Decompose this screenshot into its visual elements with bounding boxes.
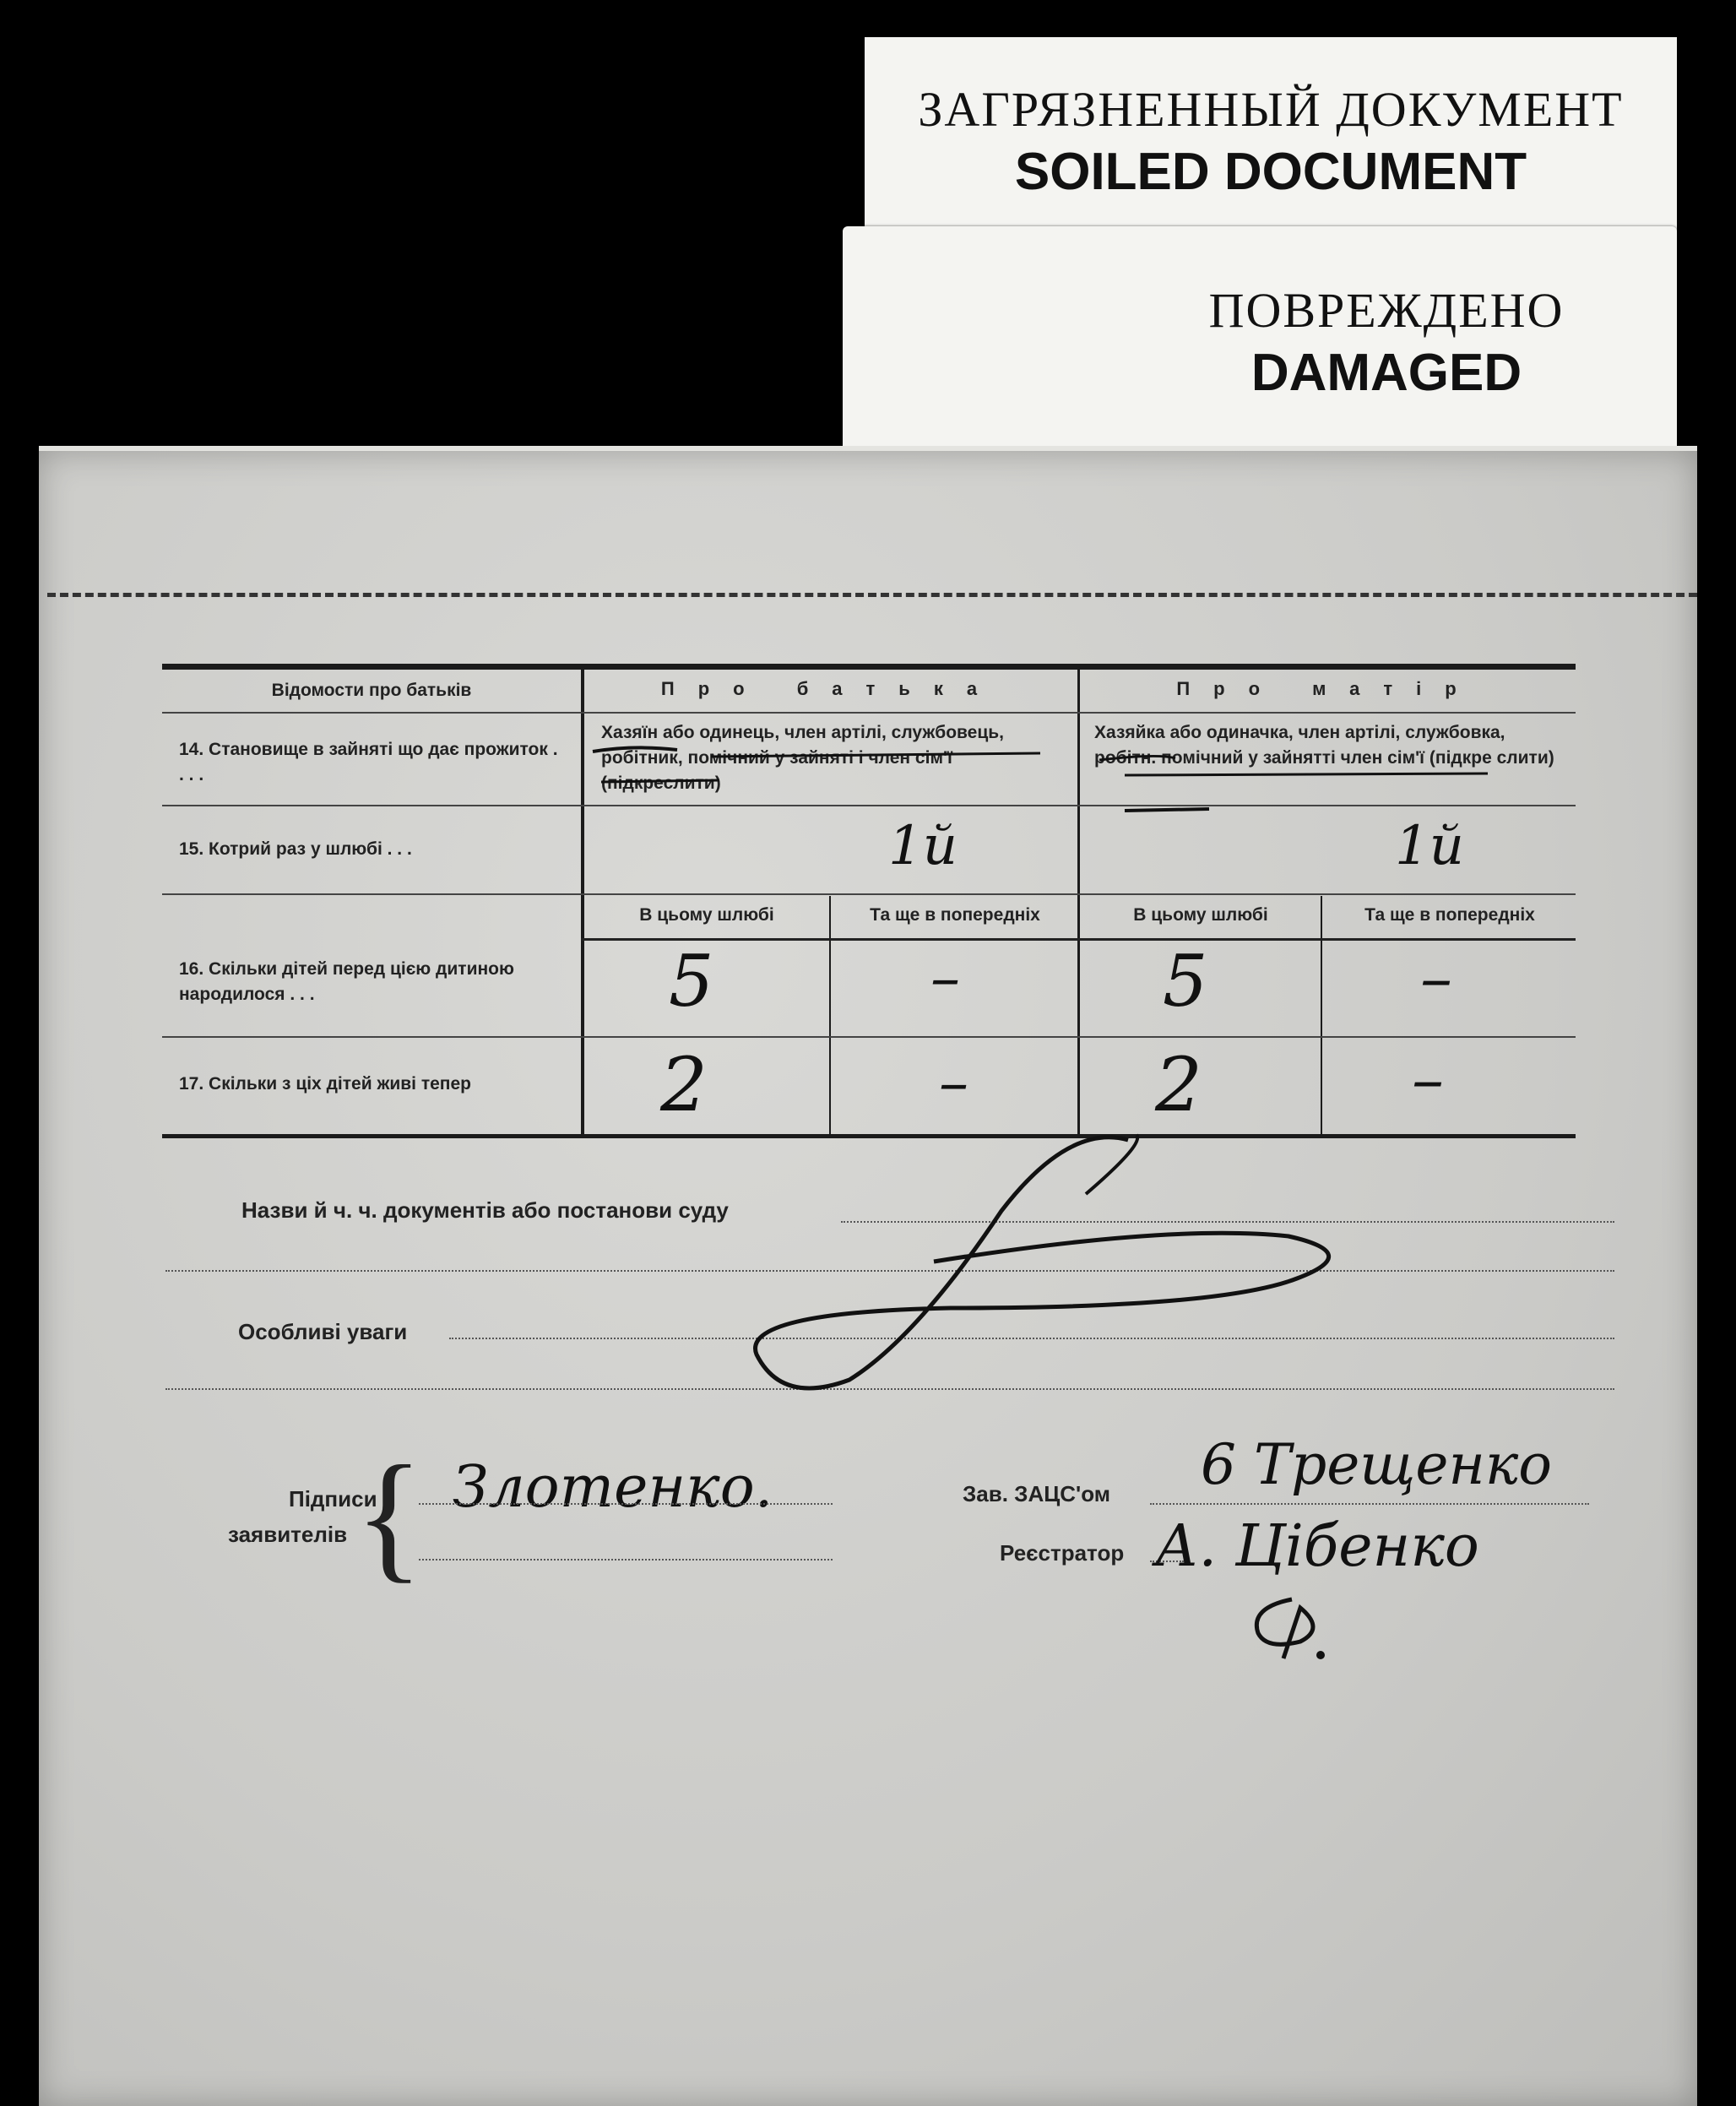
registrar-signature: А. Цібенко: [1155, 1513, 1479, 1580]
damaged-label-en: DAMAGED: [1250, 344, 1522, 402]
q16-father-this: 5: [669, 940, 714, 1023]
row-divider: [162, 805, 1576, 806]
q15-mother-value: 1й: [1395, 815, 1464, 877]
notes-label: Особливі уваги: [238, 1319, 408, 1344]
signatures-label-line1: Підписи: [289, 1486, 377, 1512]
q16-mother-this: 5: [1163, 940, 1208, 1023]
header-father: Про батька: [660, 678, 1001, 699]
father-previous-header: Та ще в попередніх: [870, 905, 1040, 925]
applicant-line-2: [419, 1559, 833, 1561]
q17-father-prev: –: [939, 1048, 968, 1117]
q15-label: 15. Котрий раз у шлюбі . . .: [179, 839, 412, 859]
row-divider: [162, 712, 1576, 714]
q16-mother-prev: –: [1420, 940, 1452, 1015]
row-divider: [162, 1036, 1576, 1038]
q14-father-options: Хазяїн або одинець, член артілі, службовець, робітник, помічний у зайняті і член сім'ї (підкреслити): [601, 723, 1004, 793]
table-divider: [829, 896, 831, 1134]
signatures-label-line2: заявителів: [228, 1522, 348, 1547]
table-divider: [1321, 896, 1322, 1134]
header-mother: Про матір: [1176, 678, 1480, 699]
head-line: [1150, 1503, 1589, 1505]
strike-through-flourish: [697, 1126, 1407, 1405]
q17-mother-prev: –: [1412, 1041, 1444, 1116]
damaged-label-ru: ПОВРЕЖДЕНО: [1208, 283, 1565, 338]
q17-father-this: 2: [660, 1041, 708, 1128]
father-this-marriage-header: В цьому шлюбі: [639, 905, 774, 925]
q17-label: 17. Скільки з ціх дітей живі тепер: [179, 1074, 471, 1094]
q16-father-prev: –: [930, 943, 960, 1012]
q14-underlines: [584, 716, 1576, 817]
parents-info-table: [162, 664, 1576, 1138]
perforation-line: [47, 593, 1697, 597]
q16-label: 16. Скільки дітей перед цією дитиною народилося . . .: [179, 959, 514, 1004]
q17-mother-this: 2: [1155, 1041, 1202, 1128]
head-signature: 6 Трещенко: [1201, 1432, 1553, 1497]
q14-label: 14. Становище в зайняті що дає прожиток . . . .: [179, 740, 558, 784]
q15-father-value: 1й: [888, 815, 958, 877]
q14-mother-options: Хазяйка або одиначка, член артілі, службовка, робітн. помічний у зайнятті член сім'ї (підкре слити): [1094, 723, 1554, 768]
header-parents-info: Відомости про батьків: [271, 681, 472, 700]
applicant-line-1: [419, 1503, 833, 1505]
row-divider: [162, 893, 1576, 895]
form-page: [39, 446, 1697, 2106]
soiled-label-en: SOILED DOCUMENT: [1014, 143, 1527, 201]
mother-this-marriage-header: В цьому шлюбі: [1133, 905, 1268, 925]
soiled-label-ru: ЗАГРЯЗНЕННЫЙ ДОКУМЕНТ: [918, 82, 1624, 137]
mother-previous-header: Та ще в попередніх: [1364, 905, 1535, 925]
documents-label: Назви й ч. ч. документів або постанови суду: [241, 1197, 729, 1223]
head-label: Зав. ЗАЦС'ом: [963, 1481, 1110, 1506]
registrar-initial-mark: [1233, 1582, 1334, 1675]
applicant-signature: Злотенко.: [453, 1454, 773, 1521]
registrar-label: Реєстратор: [1000, 1540, 1125, 1566]
signature-brace: {: [355, 1436, 424, 1595]
